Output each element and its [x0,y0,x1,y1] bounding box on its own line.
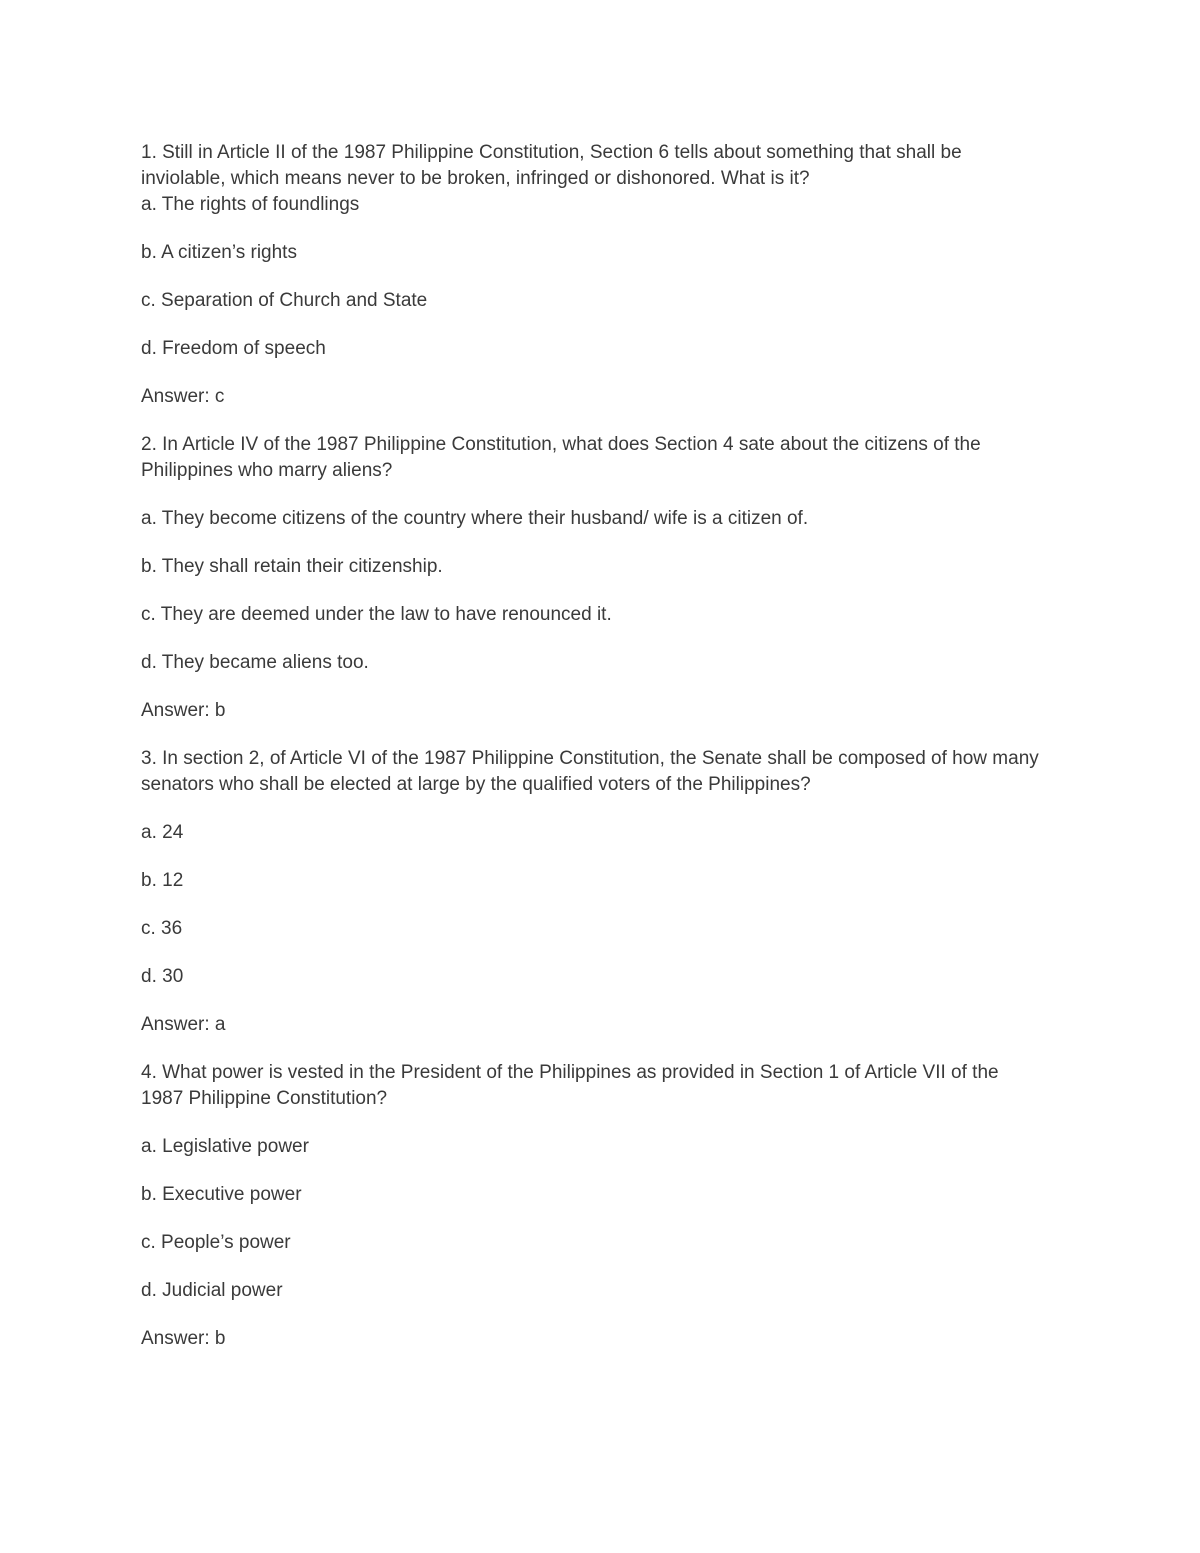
option-d: d. Freedom of speech [141,338,326,359]
answer-text: Answer: a [141,1014,226,1035]
option-b: b. Executive power [141,1184,302,1205]
question-text: 1. Still in Article II of the 1987 Philippine Constitution, Section 6 tells about something that shall be inviolable, which means never to be broken, infringed or dishonored. What is it? [141,142,962,189]
answer-text: Answer: c [141,386,225,407]
question-block-1 [141,140,1041,410]
question-text: 3. In section 2, of Article VI of the 1987 Philippine Constitution, the Senate shall be composed of how many senators who shall be elected at large by the qualified voters of the Philippines? [141,748,1039,795]
option-c: c. People’s power [141,1232,291,1253]
option-d: d. They became aliens too. [141,652,369,673]
question-block-3 [141,746,1041,1038]
option-a: a. The rights of foundlings [141,194,360,215]
option-a: a. Legislative power [141,1136,309,1157]
option-a: a. They become citizens of the country where their husband/ wife is a citizen of. [141,508,809,529]
option-c: c. They are deemed under the law to have renounced it. [141,604,612,625]
option-d: d. Judicial power [141,1280,283,1301]
option-c: c. Separation of Church and State [141,290,428,311]
question-text: 2. In Article IV of the 1987 Philippine Constitution, what does Section 4 sate about the citizens of the Philippines who marry aliens? [141,434,981,481]
answer-text: Answer: b [141,700,226,721]
option-b: b. 12 [141,870,184,891]
answer-text: Answer: b [141,1328,226,1349]
question-block-4 [141,1060,1041,1352]
option-d: d. 30 [141,966,184,987]
option-a: a. 24 [141,822,184,843]
option-c: c. 36 [141,918,183,939]
question-block-2 [141,432,1041,724]
option-b: b. A citizen’s rights [141,242,297,263]
document-body [141,140,1041,1352]
option-b: b. They shall retain their citizenship. [141,556,443,577]
question-text: 4. What power is vested in the President of the Philippines as provided in Section 1 of Article VII of the 1987 Philippine Constitution? [141,1062,999,1109]
